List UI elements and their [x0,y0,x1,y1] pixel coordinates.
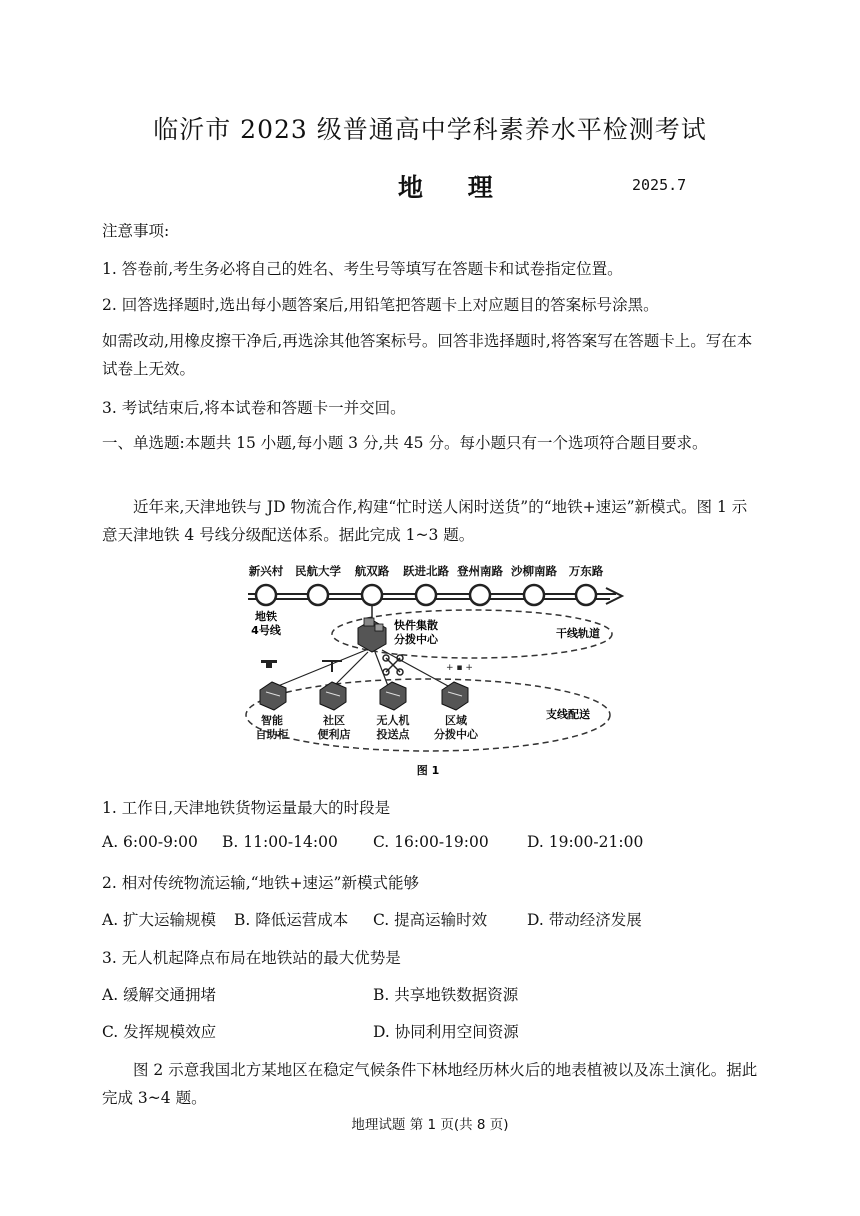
note-item-1: 1. 答卷前,考生务必将自己的姓名、考生号等填写在答题卡和试卷指定位置。 [102,260,623,278]
drone-icon [446,663,473,673]
node-label: 便利店 [317,728,351,741]
hub-label-2: 分拨中心 [394,633,438,646]
station-label: 跃进北路 [403,564,449,578]
question-1-option-d: D. 19:00-21:00 [527,833,644,851]
question-3-option-a: A. 缓解交通拥堵 [102,986,217,1004]
station-label: 万东路 [568,564,604,578]
hub-building-icon [358,618,386,652]
question-1-stem: 1. 工作日,天津地铁货物运量最大的时段是 [102,799,391,817]
node-label: 智能 [261,714,283,727]
question-3-option-c: C. 发挥规模效应 [102,1023,217,1041]
node-label: 无人机 [376,714,410,727]
question-2-option-c: C. 提高运输时效 [373,911,488,929]
page-footer: 地理试题 第 1 页(共 8 页) [351,1117,509,1133]
notes-heading: 注意事项: [102,222,170,240]
station-label: 登州南路 [457,564,503,578]
locker-icon [260,682,286,710]
branch-label: 支线配送 [546,708,590,721]
exam-date: 2025.7 [632,176,687,194]
passage-2: 图 2 示意我国北方某地区在稳定气候条件下林地经历林火后的地表植被以及冻土演化。据此完成 3~4 题。 [102,1061,758,1107]
subject-title: 地 理 [398,173,511,202]
question-3-stem: 3. 无人机起降点布局在地铁站的最大优势是 [102,949,401,967]
exam-title: 临沂市 2023 级普通高中学科素养水平检测考试 [153,115,707,144]
question-2-option-a: A. 扩大运输规模 [102,911,217,929]
question-1-option-c: C. 16:00-19:00 [373,833,489,851]
station-label: 沙柳南路 [511,564,557,578]
question-2-option-b: B. 降低运营成本 [234,911,349,929]
drone-station-icon [380,682,406,710]
line-label-2: 4号线 [251,624,281,637]
question-3-option-d: D. 协同利用空间资源 [373,1023,519,1041]
regional-center-icon [442,682,468,710]
hub-label-1: 快件集散 [394,619,438,632]
station-label: 新兴村 [248,564,284,578]
node-label: 区域 [445,714,467,727]
line-label-1: 地铁 [255,610,277,623]
node-label: 社区 [323,714,345,727]
section-heading: 一、单选题:本题共 15 小题,每小题 3 分,共 45 分。每小题只有一个选项符合题目要求。 [102,434,708,452]
trunk-label: 干线轨道 [556,627,600,640]
drone-icon [383,655,403,675]
node-label: 分拨中心 [434,728,478,741]
station-label: 民航大学 [295,564,341,578]
note-item-3: 3. 考试结束后,将本试卷和答题卡一并交回。 [102,399,406,417]
store-icon [320,682,346,710]
note-item-2: 2. 回答选择题时,选出每小题答案后,用铅笔把答题卡上对应题目的答案标号涂黑。 [102,296,659,314]
node-label: 投送点 [376,728,410,741]
figure-1-diagram [238,558,628,780]
passage-1: 近年来,天津地铁与 JD 物流合作,构建“忙时送人闲时送货”的“地铁+速运”新模式。图 1 示意天津地铁 4 号线分级配送体系。据此完成 1~3 题。 [102,498,748,544]
node-label: 自助柜 [255,728,289,741]
question-1-option-b: B. 11:00-14:00 [222,833,338,851]
question-3-option-b: B. 共享地铁数据资源 [373,986,519,1004]
note-item-2-continued: 如需改动,用橡皮擦干净后,再选涂其他答案标号。回答非选择题时,将答案写在答题卡上。写在本试卷上无效。 [102,332,753,378]
question-2-stem: 2. 相对传统物流运输,“地铁+速运”新模式能够 [102,874,419,892]
question-2-option-d: D. 带动经济发展 [527,911,642,929]
station-circles [256,585,596,605]
figure-caption: 图 1 [416,764,440,777]
svg-text:+ ▪ +: + ▪ + [446,663,473,673]
station-label: 航双路 [354,564,390,578]
drone-icon [261,660,277,668]
question-1-option-a: A. 6:00-9:00 [102,833,198,851]
